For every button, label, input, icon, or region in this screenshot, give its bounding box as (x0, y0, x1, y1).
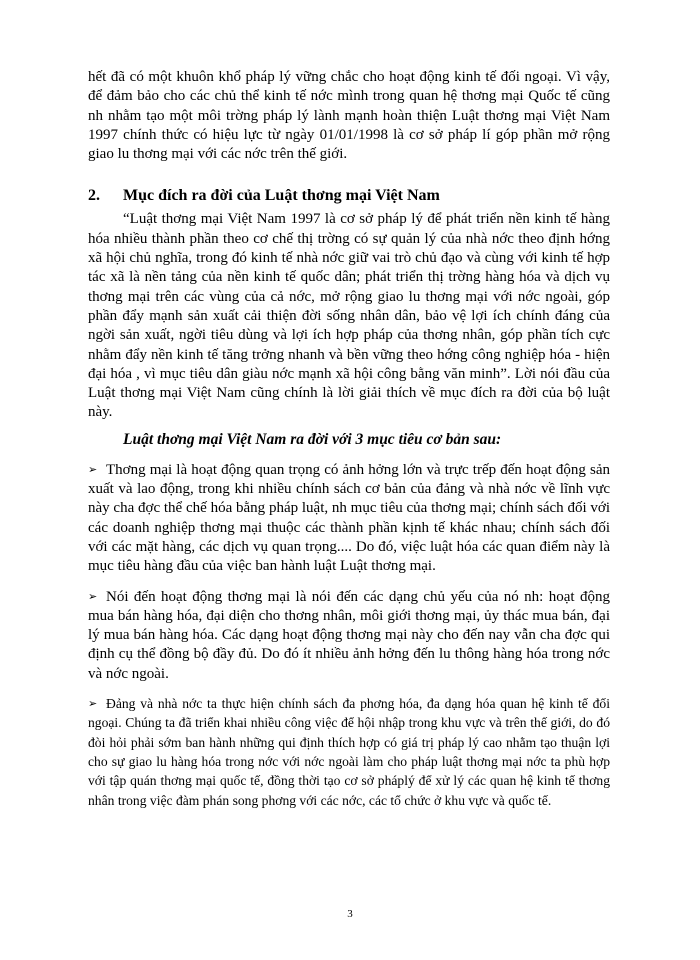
page-number: 3 (347, 908, 353, 920)
bullet-item-3 (88, 694, 610, 810)
section-heading (88, 186, 610, 206)
bullet-text: Thơng mại là hoạt động quan trọng có ảnh hởng lớn và trực trếp đến hoạt động sản xuất và lao động, trong khi nhiều chính sách cơ bản của đảng và nhà nớc về lĩnh vực này cha đợc thể chế hóa bằng pháp luật, nh mục tiêu của thơng mại; chính sách đối với các doanh nghiệp thơng mại thuộc các thành phần kịnh tế khác nhau; chính sách đối với các mặt hàng, các dịch vụ quan trọng.... Do đó, việc luật hóa các quan điểm này là mục tiêu hàng đầu của việc ban hành luật Luật thơng mại. (88, 461, 610, 575)
bullet-item-1 (88, 460, 610, 577)
quote-paragraph: “Luật thơng mại Việt Nam 1997 là cơ sở pháp lý để phát triển nền kinh tế hàng hóa nhiều thành phần theo cơ chế thị trờng có sự quản lý của nhà nớc theo định hớng xã hội chủ nghĩa, trong đó kinh tế nhà nớc giữ vai trò chủ đạo và cùng với kinh tế hợp tác xã là nền tảng của nền kinh tế quốc dân; phát triển thị trờng hàng hóa và dịch vụ thơng mại trên các vùng của cả nớc, mở rộng giao lu thơng mại với nớc ngoài, góp phần đẩy mạnh sản xuất cải thiện đời sống nhân dân, bảo vệ lợi ích chính đáng của ngời sản xuất, ngời tiêu dùng và lợi ích hợp pháp của thơng nhân, góp phần tích cực nhằm đẩy nền kinh tế tăng trởng nhanh và bền vững theo hớng công nghiệp hóa - hiện đại hóa , vì mục tiêu dân giàu nớc mạnh xã hội công bằng văn minh”. Lời nói đầu của Luật thơng mại Việt Nam cũng chính là lời giải thích về mục đích ra đời của bộ luật này. (88, 211, 610, 421)
page-body (88, 68, 610, 810)
arrowhead-bullet-icon: ➢ (88, 589, 98, 603)
bullet-text: Đảng và nhà nớc ta thực hiện chính sách đa phơng hóa, đa dạng hóa quan hệ kinh tế đối ngoại. Chúng ta đã triển khai nhiều công việc để hội nhập trong khu vực và trên thế giới, do đó đòi hỏi phải sớm ban hành những qui định thích hợp có giá trị pháp lý cao nhằm tạo thuận lợi cho sự giao lu hàng hóa trong nớc với nớc ngoài làm cho pháp luật thơng mại nớc ta phù hợp với tập quán thơng mại quốc tế, đồng thời tạo cơ sở pháplý để xử lý các quan hệ kinh tế thơng nhân trong việc đàm phán song phơng với các nớc, các tổ chức ở khu vực và quốc tế. (88, 696, 610, 808)
intro-paragraph: hết đã có một khuôn khổ pháp lý vững chắc cho hoạt động kinh tế đối ngoại. Vì vậy, để đảm bảo cho các chủ thể kinh tế nớc mình trong quan hệ thơng mại Quốc tế cũng nh nhằm tạo một môi trờng pháp lý lành mạnh hoàn thiện Luật thơng mại Việt Nam 1997 chính thức có hiệu lực từ ngày 01/01/1998 là cơ sở pháp lí góp phần mở rộng giao lu thơng mại với các nớc trên thế giới. (88, 69, 610, 163)
bullet-item-2 (88, 587, 610, 684)
arrowhead-bullet-icon: ➢ (88, 697, 98, 711)
section-title: Mục đích ra đời của Luật thơng mại Việt Nam (123, 187, 440, 205)
bullet-text: Nói đến hoạt động thơng mại là nói đến các dạng chủ yếu của nó nh: hoạt động mua bán hàng hóa, đại diện cho thơng nhân, môi giới thơng mại, ủy thác mua bán, đại lý mua bán hàng hóa. Các dạng hoạt động thơng mại này cho đến nay vẫn cha đợc qui định cụ thể đồng bộ đầy đủ. Do đó ít nhiều ảnh hởng đến lu thông hàng hóa trong nớc và nớc ngoài. (88, 588, 610, 682)
arrowhead-bullet-icon: ➢ (88, 462, 98, 476)
objectives-subheading: Luật thơng mại Việt Nam ra đời với 3 mục tiêu cơ bản sau: (123, 430, 502, 448)
section-number: 2. (88, 187, 100, 205)
